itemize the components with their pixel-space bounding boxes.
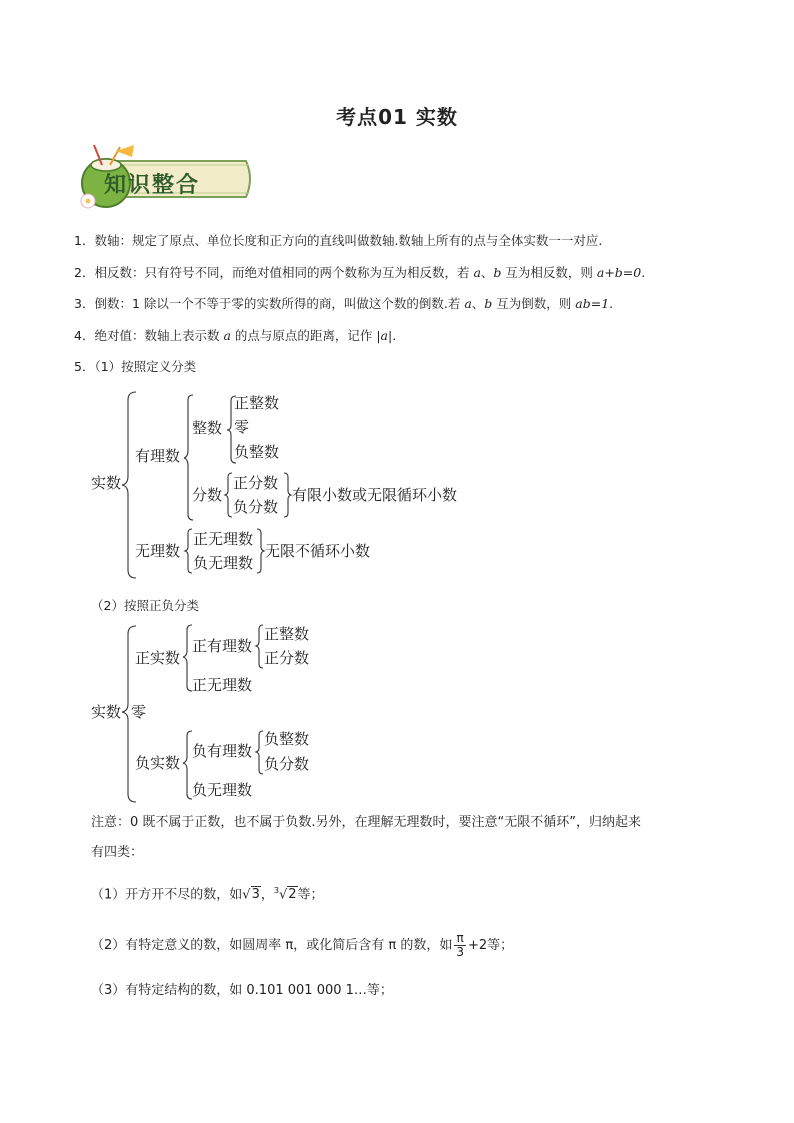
note-item-3	[91, 982, 393, 1000]
tree1-fraction: 分数	[192, 486, 223, 504]
formula: |a|.	[376, 328, 397, 343]
tree1-integer: 整数	[192, 419, 223, 437]
tree2-positive-integer: 正整数	[264, 625, 310, 643]
tree2-negative-fraction: 负分数	[264, 755, 310, 773]
tree1-irrational-description: 无限不循环小数	[265, 542, 371, 560]
tree1-rational: 有理数	[135, 447, 181, 465]
tree2-negative-integer: 负整数	[264, 730, 310, 748]
item-text: 倒数：1 除以一个不等于零的实数所得的商，叫做这个数的倒数.若	[94, 296, 465, 311]
var-a: a	[473, 265, 481, 280]
item-number: 4．	[74, 328, 95, 343]
tree1-zero: 零	[234, 418, 250, 436]
radicand: 3	[251, 887, 260, 903]
fraction-numerator: π	[454, 932, 466, 946]
item-text: （1）按照定义分类	[94, 359, 197, 374]
var-a: a	[464, 296, 472, 311]
item-number: 3．	[74, 296, 95, 311]
note-item-1	[91, 882, 324, 904]
note-item-text: （2）有特定意义的数，如圆周率 π，或化简后含有 π 的数，如	[91, 938, 453, 953]
tree1-negative-fraction: 负分数	[233, 498, 279, 516]
tree2-positive-real: 正实数	[135, 649, 181, 667]
tree2-root: 实数	[91, 703, 122, 721]
tree1-positive-integer: 正整数	[234, 394, 280, 412]
page-title: 考点01 实数	[336, 105, 458, 129]
tree1-positive-fraction: 正分数	[233, 474, 279, 492]
item-text: 绝对值：数轴上表示数	[94, 328, 224, 343]
separator: 、	[480, 265, 494, 280]
sqrt-symbol: √	[278, 887, 288, 903]
badge-label: 知识整合	[104, 173, 201, 198]
item-number: 5．	[74, 359, 95, 374]
note-item-suffix: 等；	[297, 887, 324, 903]
var-b: b	[493, 265, 502, 280]
tree1-negative-irrational: 负无理数	[193, 554, 254, 572]
tree2-zero: 零	[131, 703, 147, 721]
tree1-negative-integer: 负整数	[234, 443, 280, 461]
tree2-positive-rational: 正有理数	[192, 637, 253, 655]
item-text: 相反数：只有符号不同，而绝对值相同的两个数称为互为相反数，若	[94, 265, 474, 280]
tree1-fraction-description: 有限小数或无限循环小数	[292, 486, 458, 504]
note-line-2: 有四类：	[91, 845, 144, 860]
tree2-negative-rational: 负有理数	[192, 742, 253, 760]
formula: a+b=0.	[596, 265, 646, 280]
tree2-negative-real: 负实数	[135, 754, 181, 772]
tree2-positive-irrational: 正无理数	[192, 676, 253, 694]
tree2-positive-fraction: 正分数	[264, 649, 310, 667]
tree1-irrational: 无理数	[135, 542, 181, 560]
tree2-negative-irrational: 负无理数	[192, 781, 253, 799]
var-b: b	[484, 296, 493, 311]
root-index: 3	[273, 886, 279, 895]
separator: 、	[471, 296, 485, 311]
fraction	[454, 932, 466, 959]
item-number: 1．	[74, 233, 95, 248]
item-text-mid: 的点与原点的距离，记作	[230, 328, 377, 343]
note-line-1: 注意：0 既不属于正数，也不属于负数.另外，在理解无理数时，要注意“无限不循环”，归纳起来	[91, 815, 642, 830]
subtitle-2: （2）按照正负分类	[91, 598, 199, 613]
tree1-positive-irrational: 正无理数	[193, 530, 254, 548]
note-item-suffix: 等；	[487, 938, 514, 953]
note-item-2	[91, 932, 513, 959]
note-item-text: （1）开方开不尽的数，如	[91, 887, 243, 903]
item-text: 数轴：规定了原点、单位长度和正方向的直线叫做数轴.数轴上所有的点与全体实数一一对应.	[94, 233, 603, 248]
tree1-root: 实数	[91, 474, 122, 492]
item-number: 2．	[74, 265, 95, 280]
item-text-mid: 互为相反数，则	[501, 265, 597, 280]
sqrt-symbol: √	[242, 887, 251, 903]
fraction-denominator: 3	[456, 945, 464, 959]
note-item-text: （3）有特定结构的数，如 0.101 001 000 1…等；	[91, 983, 393, 998]
radicand: 2	[288, 887, 297, 903]
var-a: a	[223, 328, 231, 343]
item-text-mid: 互为倒数，则	[492, 296, 576, 311]
formula: ab=1.	[575, 296, 614, 311]
fraction-addend: +2	[467, 938, 488, 953]
comma: ，	[260, 887, 274, 903]
